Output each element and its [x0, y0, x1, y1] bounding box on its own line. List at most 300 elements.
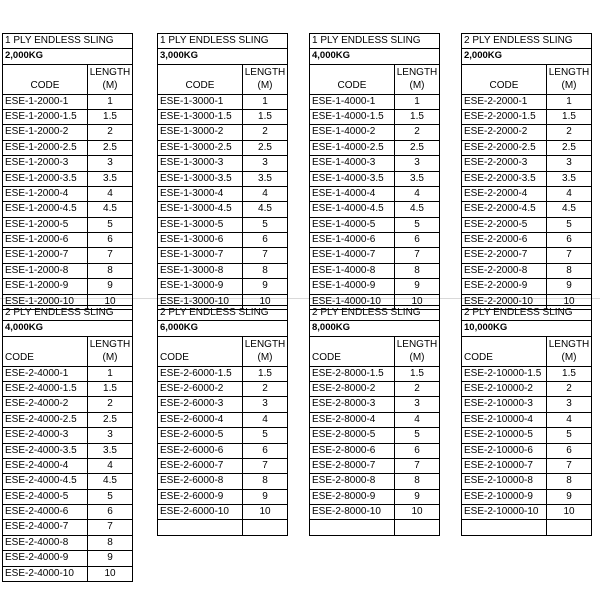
table-row [3, 156, 132, 171]
table-row [462, 444, 591, 459]
length-cell: 9 [566, 490, 572, 502]
length-cell: 10 [259, 295, 271, 307]
length-column-header [547, 337, 591, 366]
length-column-header [395, 337, 439, 366]
code-cell: ESE-2-8000-4 [310, 413, 395, 427]
capacity-label: 10,000KG [462, 321, 591, 336]
code-cell: ESE-2-6000-10 [158, 505, 243, 519]
table-row [158, 110, 287, 125]
code-cell: ESE-1-2000-3 [3, 156, 88, 170]
length-header-line1: LENGTH [89, 66, 131, 78]
length-cell: 1.5 [103, 382, 117, 394]
table-row [462, 474, 591, 489]
code-cell: ESE-2-4000-5 [3, 490, 88, 504]
table-row [462, 428, 591, 443]
length-cell: 2 [262, 126, 268, 138]
table-row [158, 125, 287, 140]
table-row [310, 382, 439, 397]
length-cell: 5 [414, 429, 420, 441]
code-cell: ESE-2-6000-8 [158, 474, 243, 488]
length-cell: 3 [107, 429, 113, 441]
code-cell: ESE-2-8000-8 [310, 474, 395, 488]
length-cell: 2 [566, 382, 572, 394]
table-row [310, 505, 439, 520]
length-cell: 7 [414, 249, 420, 261]
code-cell: ESE-1-2000-2 [3, 125, 88, 139]
length-cell: 9 [414, 280, 420, 292]
code-cell: ESE-1-4000-8 [310, 264, 395, 278]
length-cell: 1.5 [258, 110, 272, 122]
table-row [158, 156, 287, 171]
code-cell: ESE-2-10000-1.5 [462, 367, 547, 381]
length-cell: 3 [414, 398, 420, 410]
length-header-line2: (M) [257, 79, 273, 91]
length-cell: 9 [566, 280, 572, 292]
sling-table [309, 305, 440, 536]
code-cell: ESE-2-10000-9 [462, 490, 547, 504]
code-column-header [462, 337, 547, 366]
length-cell: 1 [107, 95, 113, 107]
table-row [3, 490, 132, 505]
length-cell [243, 520, 287, 534]
code-cell: ESE-2-4000-2.5 [3, 413, 88, 427]
table-row [310, 187, 439, 202]
table-row [3, 382, 132, 397]
length-cell: 4.5 [258, 203, 272, 215]
code-header-text: CODE [185, 80, 215, 92]
length-cell: 1 [262, 95, 268, 107]
table-row [462, 279, 591, 294]
code-cell: ESE-1-3000-1 [158, 95, 243, 109]
column-header-row [462, 337, 591, 367]
length-cell: 8 [107, 264, 113, 276]
code-cell: ESE-2-6000-3 [158, 397, 243, 411]
code-cell: ESE-1-2000-2.5 [3, 141, 88, 155]
code-cell: ESE-2-8000-6 [310, 444, 395, 458]
length-cell: 3 [414, 157, 420, 169]
length-cell: 3 [566, 398, 572, 410]
length-cell: 6 [414, 234, 420, 246]
length-column-header [395, 65, 439, 94]
table-row [3, 172, 132, 187]
table-row [310, 279, 439, 294]
length-header-line2: (M) [102, 351, 118, 363]
table-title: 2 PLY ENDLESS SLING [462, 34, 591, 49]
code-cell: ESE-1-2000-6 [3, 233, 88, 247]
code-cell: ESE-2-4000-10 [3, 567, 88, 581]
sling-table [157, 33, 288, 310]
table-row [3, 279, 132, 294]
table-row [158, 459, 287, 474]
code-cell: ESE-2-2000-2 [462, 125, 547, 139]
length-cell: 2 [414, 382, 420, 394]
code-cell: ESE-2-2000-7 [462, 248, 547, 262]
capacity-label: 6,000KG [158, 321, 287, 336]
table-row [3, 202, 132, 217]
code-cell: ESE-1-4000-5 [310, 218, 395, 232]
code-cell: ESE-1-3000-9 [158, 279, 243, 293]
table-row [310, 218, 439, 233]
length-cell: 10 [259, 506, 271, 518]
code-cell: ESE-2-6000-7 [158, 459, 243, 473]
table-row [158, 202, 287, 217]
table-title: 1 PLY ENDLESS SLING [3, 34, 132, 49]
table-row [462, 248, 591, 263]
length-cell: 2.5 [103, 413, 117, 425]
length-cell: 2 [414, 126, 420, 138]
length-header-line2: (M) [561, 351, 577, 363]
table-row [158, 248, 287, 263]
code-header-text: CODE [489, 80, 519, 92]
length-cell: 3.5 [258, 172, 272, 184]
length-cell: 1.5 [562, 110, 576, 122]
sling-table [157, 305, 288, 536]
code-cell: ESE-2-6000-1.5 [158, 367, 243, 381]
code-cell: ESE-1-4000-7 [310, 248, 395, 262]
length-cell: 8 [414, 475, 420, 487]
code-cell: ESE-2-2000-1 [462, 95, 547, 109]
table-row [462, 187, 591, 202]
table-row [3, 125, 132, 140]
table-row [3, 551, 132, 566]
table-row [158, 520, 287, 534]
length-cell: 7 [414, 459, 420, 471]
capacity-label: 3,000KG [158, 49, 287, 64]
table-row [462, 264, 591, 279]
length-column-header [547, 65, 591, 94]
code-cell: ESE-2-4000-3.5 [3, 444, 88, 458]
code-cell: ESE-2-6000-2 [158, 382, 243, 396]
table-row [3, 248, 132, 263]
table-row [3, 428, 132, 443]
code-cell: ESE-1-2000-4 [3, 187, 88, 201]
length-cell: 4 [414, 413, 420, 425]
length-cell: 10 [563, 295, 575, 307]
code-cell: ESE-2-2000-3 [462, 156, 547, 170]
length-cell: 5 [107, 218, 113, 230]
length-cell: 2 [107, 398, 113, 410]
table-row [3, 474, 132, 489]
code-header-text: CODE [312, 352, 341, 364]
length-cell: 10 [411, 295, 423, 307]
table-row [158, 187, 287, 202]
length-cell: 7 [107, 249, 113, 261]
table-title: 1 PLY ENDLESS SLING [158, 34, 287, 49]
table-title: 2 PLY ENDLESS SLING [310, 306, 439, 321]
table-row [3, 218, 132, 233]
length-cell: 9 [414, 490, 420, 502]
table-row [310, 444, 439, 459]
length-cell [547, 520, 591, 534]
code-cell: ESE-1-2000-5 [3, 218, 88, 232]
table-row [158, 382, 287, 397]
length-cell: 6 [566, 444, 572, 456]
code-header-text: CODE [30, 80, 60, 92]
table-row [310, 459, 439, 474]
table-row [158, 505, 287, 520]
length-header-line1: LENGTH [396, 338, 438, 350]
code-cell: ESE-2-2000-1.5 [462, 110, 547, 124]
sling-table [2, 33, 133, 310]
table-row [158, 279, 287, 294]
table-row [158, 218, 287, 233]
code-column-header [3, 65, 88, 94]
table-row [3, 536, 132, 551]
code-cell: ESE-2-2000-4.5 [462, 202, 547, 216]
code-cell: ESE-1-4000-3.5 [310, 172, 395, 186]
table-row [310, 172, 439, 187]
length-header-line2: (M) [409, 351, 425, 363]
table-row [158, 95, 287, 110]
code-cell [310, 520, 395, 534]
table-row [462, 202, 591, 217]
code-cell: ESE-1-3000-8 [158, 264, 243, 278]
table-row [310, 248, 439, 263]
column-header-row [310, 337, 439, 367]
code-cell: ESE-2-4000-7 [3, 520, 88, 534]
table-row [158, 397, 287, 412]
code-cell: ESE-2-10000-10 [462, 505, 547, 519]
capacity-label: 2,000KG [3, 49, 132, 64]
code-cell: ESE-2-10000-3 [462, 397, 547, 411]
length-header-line1: LENGTH [396, 66, 438, 78]
code-cell: ESE-2-4000-1 [3, 367, 88, 381]
table-title: 2 PLY ENDLESS SLING [462, 306, 591, 321]
length-cell: 4.5 [103, 203, 117, 215]
code-cell: ESE-1-2000-4.5 [3, 202, 88, 216]
code-cell: ESE-1-4000-4 [310, 187, 395, 201]
table-row [310, 474, 439, 489]
length-header-line1: LENGTH [89, 338, 131, 350]
table-row [462, 490, 591, 505]
code-cell: ESE-1-3000-3 [158, 156, 243, 170]
code-cell: ESE-1-3000-5 [158, 218, 243, 232]
column-header-row [3, 337, 132, 367]
length-cell: 4 [566, 187, 572, 199]
code-cell: ESE-2-4000-8 [3, 536, 88, 550]
length-cell: 10 [563, 506, 575, 518]
table-row [158, 428, 287, 443]
table-row [3, 187, 132, 202]
table-row [3, 413, 132, 428]
length-cell: 3 [262, 398, 268, 410]
table-row [310, 490, 439, 505]
length-header-line1: LENGTH [244, 338, 286, 350]
length-column-header [243, 337, 287, 366]
length-cell: 10 [411, 506, 423, 518]
column-header-row [462, 65, 591, 95]
table-row [158, 474, 287, 489]
code-cell: ESE-2-4000-1.5 [3, 382, 88, 396]
code-header-text: CODE [5, 352, 34, 364]
length-cell: 1 [107, 367, 113, 379]
length-cell: 2 [566, 126, 572, 138]
table-row [462, 125, 591, 140]
table-row [462, 218, 591, 233]
length-cell: 2.5 [410, 141, 424, 153]
table-row [3, 444, 132, 459]
code-cell: ESE-2-2000-8 [462, 264, 547, 278]
code-cell: ESE-2-10000-5 [462, 428, 547, 442]
code-cell: ESE-2-6000-5 [158, 428, 243, 442]
length-cell: 4.5 [410, 203, 424, 215]
table-row [3, 95, 132, 110]
table-row [3, 567, 132, 581]
length-cell: 1 [566, 95, 572, 107]
length-cell: 3.5 [562, 172, 576, 184]
length-cell [395, 520, 439, 534]
table-row [310, 156, 439, 171]
table-row [310, 397, 439, 412]
code-cell: ESE-1-2000-3.5 [3, 172, 88, 186]
code-cell [462, 520, 547, 534]
code-cell: ESE-2-8000-5 [310, 428, 395, 442]
code-cell: ESE-1-2000-8 [3, 264, 88, 278]
length-cell: 2.5 [103, 141, 117, 153]
code-cell: ESE-2-10000-7 [462, 459, 547, 473]
capacity-label: 2,000KG [462, 49, 591, 64]
length-cell: 4 [566, 413, 572, 425]
code-cell: ESE-2-8000-2 [310, 382, 395, 396]
column-header-row [310, 65, 439, 95]
length-cell: 5 [107, 490, 113, 502]
length-cell: 7 [107, 521, 113, 533]
code-cell: ESE-1-3000-6 [158, 233, 243, 247]
code-header-text: CODE [160, 352, 189, 364]
capacity-label: 4,000KG [3, 321, 132, 336]
length-cell: 3 [566, 157, 572, 169]
table-row [3, 367, 132, 382]
table-row [3, 520, 132, 535]
table-row [158, 444, 287, 459]
code-column-header [3, 337, 88, 366]
table-title: 2 PLY ENDLESS SLING [3, 306, 132, 321]
length-cell: 3 [262, 157, 268, 169]
table-row [310, 367, 439, 382]
code-cell: ESE-2-10000-8 [462, 474, 547, 488]
table-row [3, 264, 132, 279]
length-cell: 3 [107, 157, 113, 169]
length-cell: 4 [262, 413, 268, 425]
code-header-text: CODE [337, 80, 367, 92]
code-cell: ESE-1-4000-6 [310, 233, 395, 247]
code-header-text: CODE [464, 352, 493, 364]
table-row [462, 141, 591, 156]
table-row [310, 413, 439, 428]
table-row [310, 125, 439, 140]
code-column-header [310, 337, 395, 366]
length-cell: 9 [107, 280, 113, 292]
length-cell: 8 [262, 475, 268, 487]
sling-table [2, 305, 133, 582]
table-row [310, 141, 439, 156]
length-cell: 4 [107, 459, 113, 471]
length-cell: 4 [262, 187, 268, 199]
code-cell: ESE-2-4000-6 [3, 505, 88, 519]
code-cell: ESE-1-3000-4.5 [158, 202, 243, 216]
length-cell: 7 [566, 249, 572, 261]
length-cell: 9 [262, 490, 268, 502]
table-row [3, 459, 132, 474]
length-cell: 7 [566, 459, 572, 471]
code-cell: ESE-1-3000-2 [158, 125, 243, 139]
code-cell: ESE-2-8000-9 [310, 490, 395, 504]
length-cell: 5 [262, 429, 268, 441]
code-cell: ESE-2-6000-4 [158, 413, 243, 427]
code-cell: ESE-2-8000-3 [310, 397, 395, 411]
length-header-line2: (M) [257, 351, 273, 363]
length-cell: 4.5 [562, 203, 576, 215]
table-row [310, 264, 439, 279]
code-cell: ESE-1-3000-4 [158, 187, 243, 201]
length-header-line2: (M) [561, 79, 577, 91]
length-cell: 3.5 [410, 172, 424, 184]
column-header-row [158, 337, 287, 367]
table-row [310, 428, 439, 443]
code-cell: ESE-2-2000-3.5 [462, 172, 547, 186]
table-row [3, 397, 132, 412]
length-cell: 1.5 [562, 367, 576, 379]
length-column-header [243, 65, 287, 94]
column-header-row [158, 65, 287, 95]
code-cell: ESE-1-2000-10 [3, 295, 88, 309]
code-column-header [310, 65, 395, 94]
length-cell: 7 [262, 249, 268, 261]
code-cell: ESE-1-4000-9 [310, 279, 395, 293]
length-cell: 4.5 [103, 475, 117, 487]
length-column-header [88, 337, 132, 366]
code-cell: ESE-2-4000-4 [3, 459, 88, 473]
length-cell: 5 [414, 218, 420, 230]
table-row [462, 110, 591, 125]
length-cell: 5 [566, 218, 572, 230]
table-row [462, 172, 591, 187]
length-header-line2: (M) [102, 79, 118, 91]
length-cell: 8 [107, 536, 113, 548]
code-column-header [158, 337, 243, 366]
length-cell: 3.5 [103, 444, 117, 456]
table-row [462, 382, 591, 397]
code-cell: ESE-2-8000-1.5 [310, 367, 395, 381]
length-cell: 2.5 [562, 141, 576, 153]
code-cell: ESE-2-2000-6 [462, 233, 547, 247]
table-row [462, 505, 591, 520]
length-cell: 1.5 [410, 367, 424, 379]
table-row [158, 172, 287, 187]
code-cell: ESE-1-4000-2.5 [310, 141, 395, 155]
code-cell: ESE-2-6000-9 [158, 490, 243, 504]
length-cell: 3.5 [103, 172, 117, 184]
length-cell: 1.5 [103, 110, 117, 122]
code-column-header [158, 65, 243, 94]
length-cell: 6 [414, 444, 420, 456]
length-cell: 2 [262, 382, 268, 394]
table-title: 2 PLY ENDLESS SLING [158, 306, 287, 321]
code-cell: ESE-1-3000-7 [158, 248, 243, 262]
code-cell: ESE-1-3000-2.5 [158, 141, 243, 155]
code-cell: ESE-2-2000-5 [462, 218, 547, 232]
table-row [462, 397, 591, 412]
code-cell: ESE-1-3000-3.5 [158, 172, 243, 186]
column-header-row [3, 65, 132, 95]
code-cell: ESE-1-4000-4.5 [310, 202, 395, 216]
length-cell: 6 [566, 234, 572, 246]
length-cell: 6 [107, 506, 113, 518]
code-cell: ESE-1-3000-1.5 [158, 110, 243, 124]
length-cell: 6 [107, 234, 113, 246]
code-cell: ESE-1-2000-9 [3, 279, 88, 293]
table-row [462, 459, 591, 474]
